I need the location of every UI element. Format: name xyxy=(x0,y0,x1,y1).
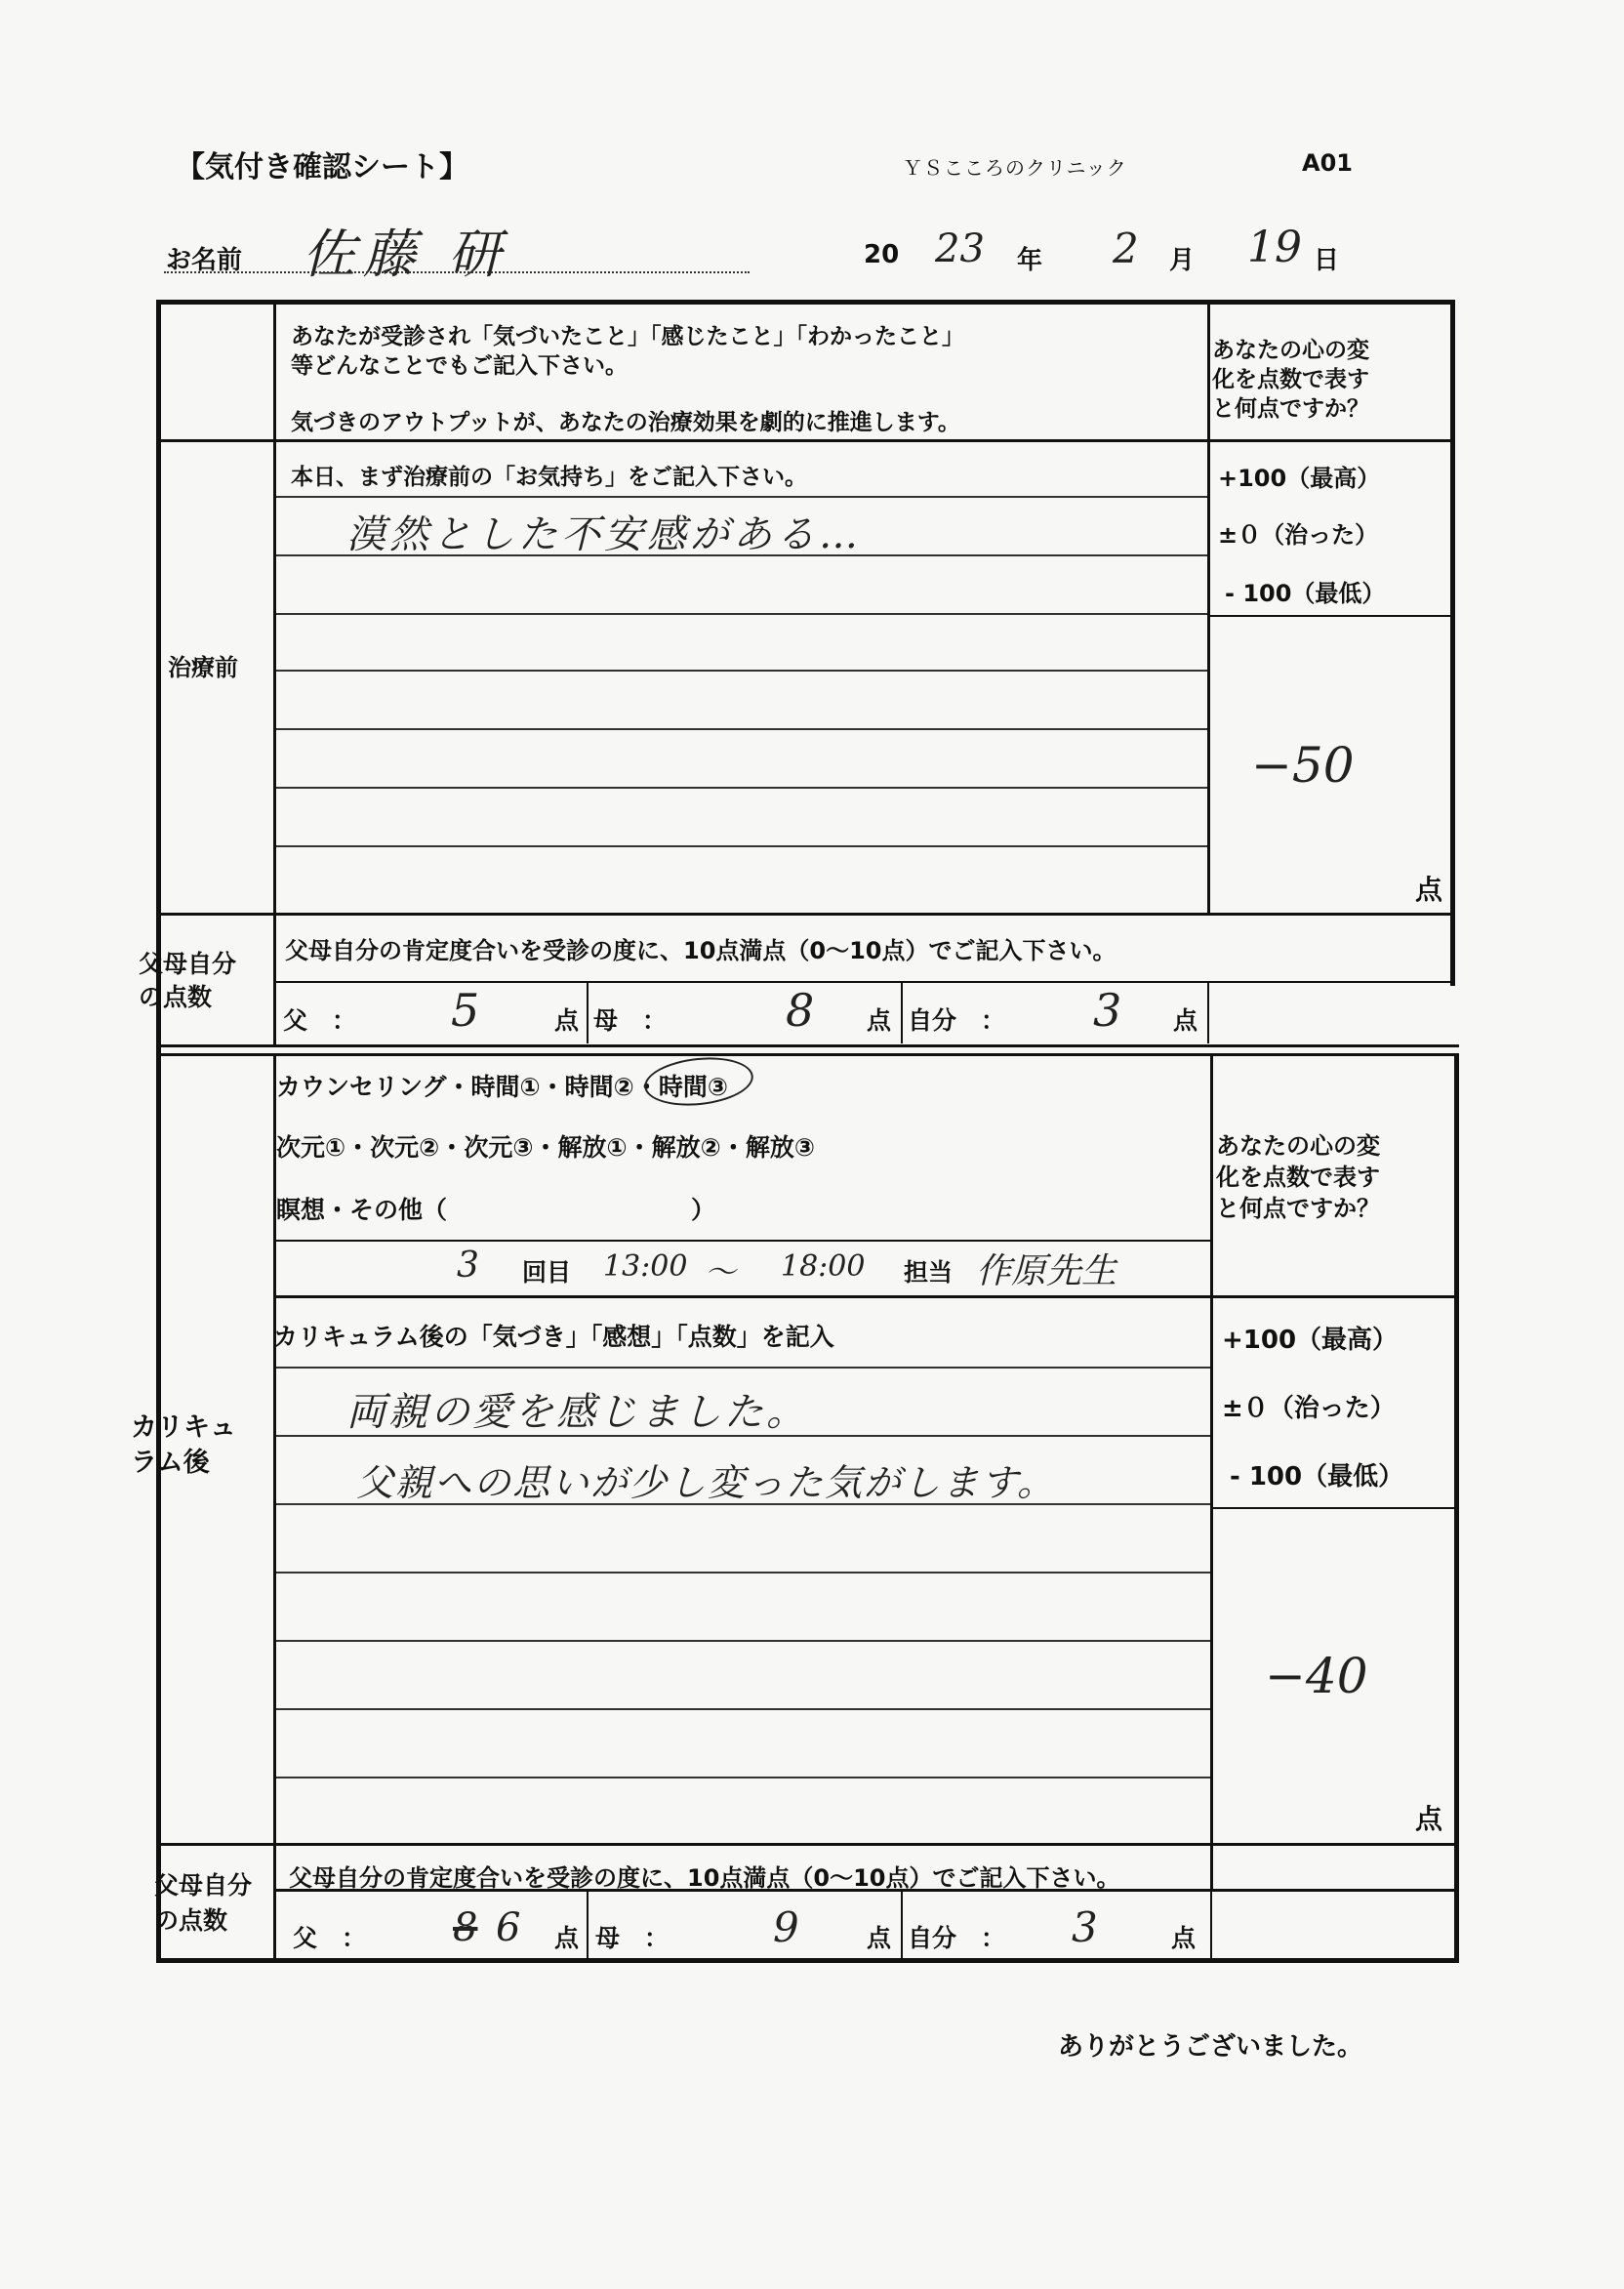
thanks-message: ありがとうございました。 xyxy=(1058,2032,1363,2062)
self-unit-2: 点 xyxy=(1171,1924,1197,1952)
year-label: 年 xyxy=(1017,246,1043,275)
session-count[interactable]: 3 xyxy=(457,1246,479,1286)
before-score-value[interactable]: −50 xyxy=(1251,737,1355,794)
month-value[interactable]: 2 xyxy=(1113,225,1139,272)
mother-value-2[interactable]: 9 xyxy=(773,1903,799,1951)
before-section-label: 治療前 xyxy=(168,654,238,681)
after-prompt: カリキュラム後の「気づき」「感想」「点数」を記入 xyxy=(273,1323,834,1351)
year-prefix: 20 xyxy=(864,240,900,269)
father-unit-1: 点 xyxy=(554,1006,580,1035)
time-end[interactable]: 18:00 xyxy=(781,1249,866,1284)
curriculum-options-line-3: 瞑想・その他（ ） xyxy=(276,1196,716,1224)
after-score-value[interactable]: −40 xyxy=(1265,1648,1368,1704)
after-score-unit: 点 xyxy=(1415,1803,1443,1835)
clinic-name: ＹＳこころのクリニック xyxy=(903,156,1127,180)
day-label: 日 xyxy=(1314,246,1340,275)
mother-value-1[interactable]: 8 xyxy=(786,984,815,1037)
year-value[interactable]: 23 xyxy=(935,226,985,271)
parent-score-1-instruction: 父母自分の肯定度合いを受診の度に、10点満点（0～10点）でご記入下さい。 xyxy=(285,937,1116,964)
self-label-1: 自分 ： xyxy=(908,1006,1006,1035)
father-struck-value-2: 8 xyxy=(453,1905,478,1950)
self-value-2[interactable]: 3 xyxy=(1072,1903,1098,1951)
father-label-2: 父 ： xyxy=(293,1924,367,1952)
name-value[interactable]: 佐藤 研 xyxy=(303,224,509,285)
intro-line-2: 等どんなことでもご記入下さい。 xyxy=(291,353,628,379)
name-underline xyxy=(164,271,750,273)
father-value-2[interactable]: 6 xyxy=(496,1905,521,1950)
intro-line-1: あなたが受診され「気づいたこと」「感じたこと」「わかったこと」 xyxy=(291,324,964,349)
before-score-unit: 点 xyxy=(1415,874,1443,906)
name-label: お名前 xyxy=(166,246,243,275)
intro-line-3: 気づきのアウトプットが、あなたの治療効果を劇的に推進します。 xyxy=(291,410,960,435)
curriculum-options-line-2: 次元①・次元②・次元③・解放①・解放②・解放③ xyxy=(276,1133,816,1162)
day-value[interactable]: 19 xyxy=(1247,223,1302,272)
after-handwritten-line-2[interactable]: 父親への思いが少し変った気がします。 xyxy=(356,1461,1056,1504)
staff-value[interactable]: 作原先生 xyxy=(976,1251,1117,1291)
session-label: 回目 xyxy=(522,1258,572,1287)
mother-label-1: 母 ： xyxy=(593,1006,668,1035)
self-unit-1: 点 xyxy=(1173,1006,1198,1035)
sheet-title: 【気付き確認シート】 xyxy=(176,150,468,184)
father-value-1[interactable]: 5 xyxy=(451,984,480,1037)
mother-label-2: 母 ： xyxy=(595,1924,670,1952)
staff-label: 担当 xyxy=(904,1258,954,1287)
month-label: 月 xyxy=(1169,246,1196,275)
sheet-code: A01 xyxy=(1302,149,1353,177)
father-unit-2: 点 xyxy=(554,1924,580,1952)
before-handwritten-line-1[interactable]: 漠然とした不安感がある… xyxy=(346,512,862,557)
mother-unit-2: 点 xyxy=(867,1924,892,1952)
after-handwritten-line-1[interactable]: 両親の愛を感じました。 xyxy=(346,1390,808,1435)
self-value-1[interactable]: 3 xyxy=(1093,984,1122,1037)
time-start[interactable]: 13:00 xyxy=(603,1249,688,1284)
parent-score-2-instruction: 父母自分の肯定度合いを受診の度に、10点満点（0～10点）でご記入下さい。 xyxy=(289,1864,1120,1892)
time-separator: ～ xyxy=(705,1253,737,1290)
before-prompt: 本日、まず治療前の「お気持ち」をご記入下さい。 xyxy=(291,465,807,490)
self-label-2: 自分 ： xyxy=(908,1924,1006,1952)
curriculum-options-line-1: カウンセリング・時間①・時間②・時間③ xyxy=(276,1073,729,1101)
father-label-1: 父 ： xyxy=(283,1006,357,1035)
mother-unit-1: 点 xyxy=(867,1006,892,1035)
